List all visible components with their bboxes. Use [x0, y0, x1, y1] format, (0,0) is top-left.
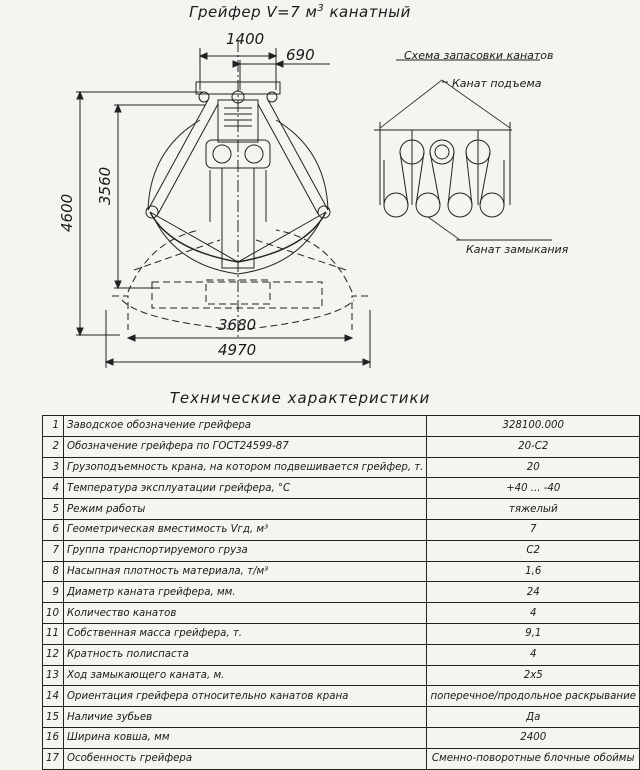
- row-number: 7: [43, 540, 64, 561]
- table-row: [43, 582, 640, 603]
- row-number: 2: [43, 436, 64, 457]
- lower-sheave-2: [416, 193, 440, 217]
- value-cell: поперечное/продольное раскрывание: [427, 686, 640, 707]
- row-number: 16: [43, 727, 64, 748]
- value-cell: 4: [427, 644, 640, 665]
- value-cell: 1,6: [427, 561, 640, 582]
- value-cell: 4: [427, 603, 640, 624]
- table-row: [43, 623, 640, 644]
- value-cell: 20: [427, 457, 640, 478]
- drawing-title-suffix: канатный: [324, 3, 411, 21]
- lift-rope-label: Канат подъема: [452, 77, 542, 90]
- left-rod: [148, 100, 218, 214]
- drawing-title-sup: 3: [317, 3, 325, 14]
- spec-table: [42, 415, 640, 770]
- value-cell: 24: [427, 582, 640, 603]
- rope-scheme-title: Схема запасовки канатов: [404, 49, 554, 62]
- drawing-title-prefix: Грейфер V=7 м: [189, 3, 318, 21]
- dim-label-4970: 4970: [218, 341, 257, 359]
- table-row: [43, 727, 640, 748]
- table-row: [43, 603, 640, 624]
- table-row: [43, 540, 640, 561]
- right-rod: [258, 100, 328, 214]
- value-cell: Да: [427, 707, 640, 728]
- table-row: [43, 665, 640, 686]
- parameter-cell: Температура эксплуатации грейфера, °С: [63, 478, 427, 499]
- closing-rope-label: Канат замыкания: [466, 243, 569, 256]
- parameter-cell: Диаметр каната грейфера, мм.: [63, 582, 427, 603]
- row-number: 13: [43, 665, 64, 686]
- parameter-cell: Особенность грейфера: [63, 748, 427, 769]
- parameter-cell: Ширина ковша, мм: [63, 727, 427, 748]
- value-cell: 328100.000: [427, 416, 640, 437]
- value-cell: тяжелый: [427, 499, 640, 520]
- parameter-cell: Грузоподъемность крана, на котором подвешивается грейфер, т.: [63, 457, 427, 478]
- table-row: [43, 561, 640, 582]
- table-row: [43, 416, 640, 437]
- row-number: 6: [43, 519, 64, 540]
- spec-table-title: Технические характеристики: [169, 389, 431, 407]
- table-row: [43, 478, 640, 499]
- table-row: [43, 519, 640, 540]
- table-row: [43, 457, 640, 478]
- parameter-cell: Группа транспортируемого груза: [63, 540, 427, 561]
- row-number: 9: [43, 582, 64, 603]
- row-number: 5: [43, 499, 64, 520]
- parameter-cell: Обозначение грейфера по ГОСТ24599-87: [63, 436, 427, 457]
- parameter-cell: Количество канатов: [63, 603, 427, 624]
- value-cell: +40 ... -40: [427, 478, 640, 499]
- row-number: 12: [43, 644, 64, 665]
- parameter-cell: Ход замыкающего каната, м.: [63, 665, 427, 686]
- row-number: 14: [43, 686, 64, 707]
- value-cell: Сменно-поворотные блочные обоймы: [427, 748, 640, 769]
- parameter-cell: Наличие зубьев: [63, 707, 427, 728]
- parameter-cell: Кратность полиспаста: [63, 644, 427, 665]
- value-cell: 7: [427, 519, 640, 540]
- row-number: 1: [43, 416, 64, 437]
- dim-label-690: 690: [286, 46, 315, 64]
- lower-sheave-1: [384, 193, 408, 217]
- upper-sheave-2: [430, 140, 454, 164]
- lower-sheave-4: [480, 193, 504, 217]
- row-number: 8: [43, 561, 64, 582]
- table-row: [43, 748, 640, 769]
- row-number: 11: [43, 623, 64, 644]
- table-row: [43, 499, 640, 520]
- dim-label-3680: 3680: [218, 316, 257, 334]
- dim-label-1400: 1400: [226, 30, 265, 48]
- parameter-cell: Собственная масса грейфера, т.: [63, 623, 427, 644]
- dim-label-4600: 4600: [58, 193, 76, 232]
- parameter-cell: Насыпная плотность материала, т/м³: [63, 561, 427, 582]
- row-number: 10: [43, 603, 64, 624]
- value-cell: 2400: [427, 727, 640, 748]
- dim-label-3560: 3560: [96, 166, 114, 205]
- value-cell: С2: [427, 540, 640, 561]
- table-row: [43, 644, 640, 665]
- value-cell: 9,1: [427, 623, 640, 644]
- parameter-cell: Режим работы: [63, 499, 427, 520]
- row-number: 4: [43, 478, 64, 499]
- row-number: 17: [43, 748, 64, 769]
- parameter-cell: Заводское обозначение грейфера: [63, 416, 427, 437]
- value-cell: 20-С2: [427, 436, 640, 457]
- table-row: [43, 707, 640, 728]
- lower-sheave-3: [448, 193, 472, 217]
- value-cell: 2х5: [427, 665, 640, 686]
- row-number: 3: [43, 457, 64, 478]
- table-row: [43, 686, 640, 707]
- table-row: [43, 436, 640, 457]
- parameter-cell: Ориентация грейфера относительно канатов крана: [63, 686, 427, 707]
- parameter-cell: Геометрическая вместимость Vгд, м³: [63, 519, 427, 540]
- row-number: 15: [43, 707, 64, 728]
